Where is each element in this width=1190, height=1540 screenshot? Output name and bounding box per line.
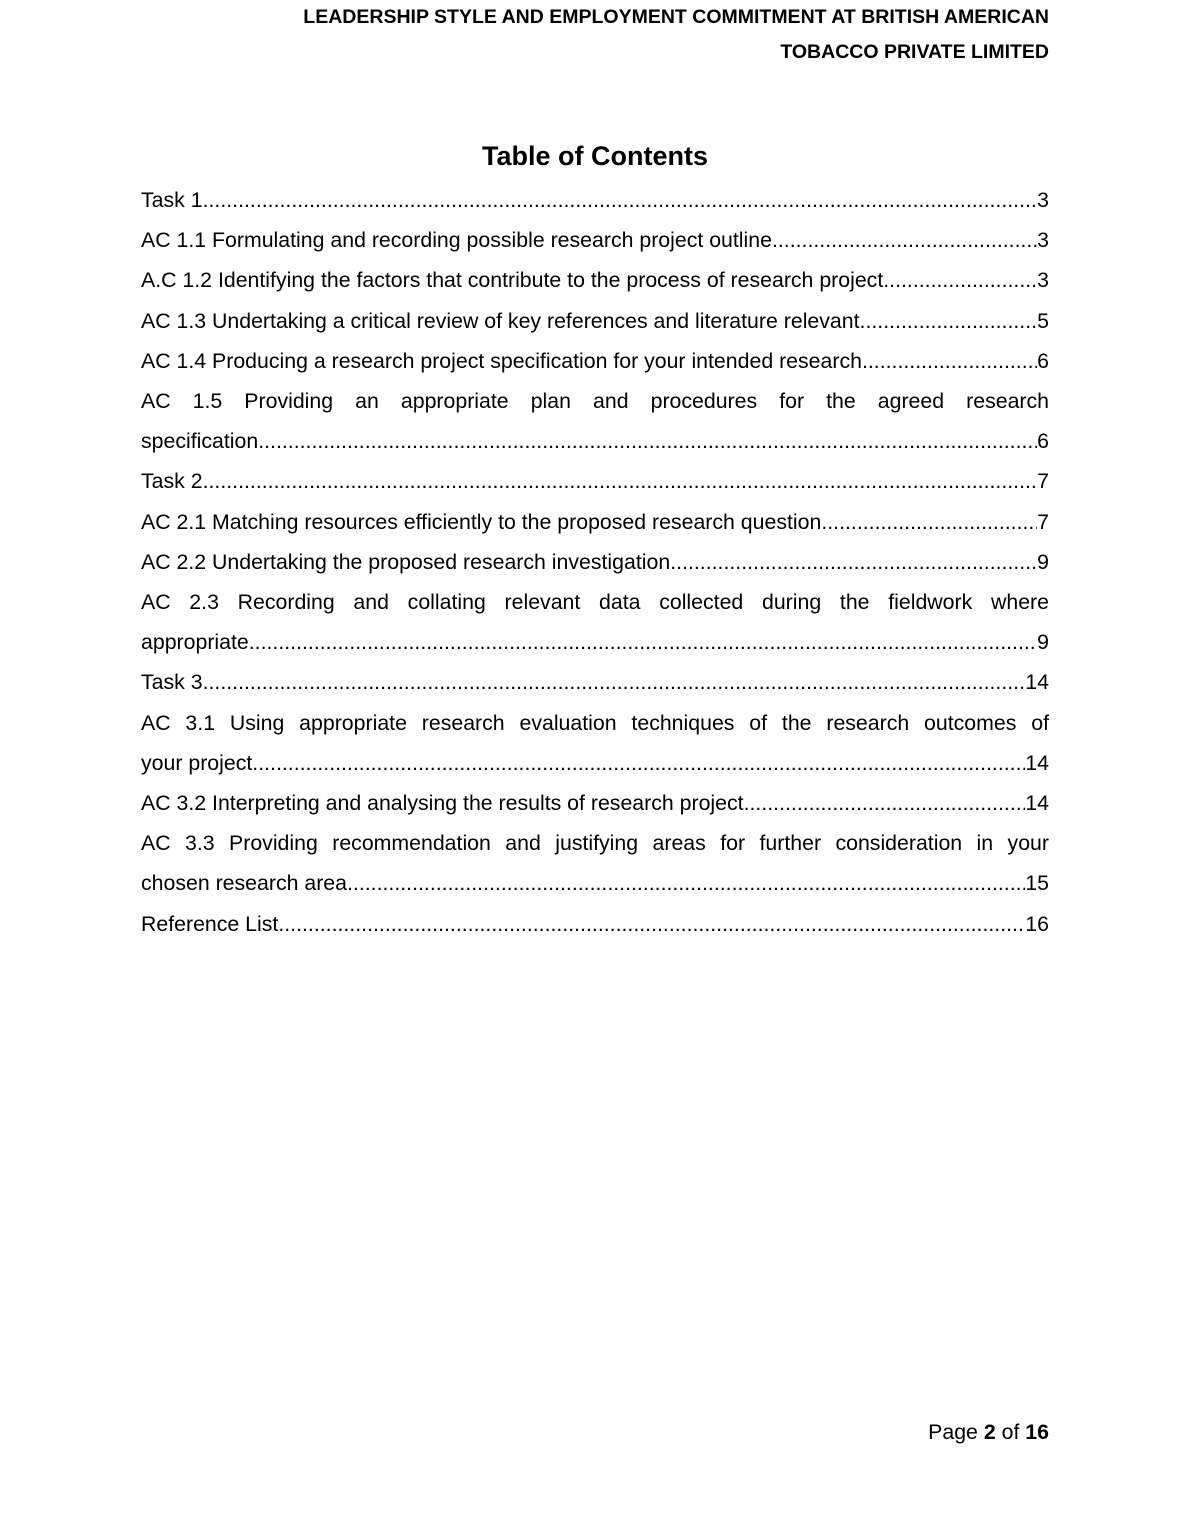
page-number-footer — [928, 1418, 1049, 1446]
toc-leader-dots — [821, 502, 1037, 542]
toc-entry-page: 6 — [1037, 429, 1049, 454]
toc-entry-label: AC 1.3 Undertaking a critical review of key references and literature relevant — [141, 308, 860, 333]
toc-leader-dots — [203, 180, 1038, 220]
toc-leader-dots — [252, 743, 1025, 783]
toc-entry[interactable] — [141, 461, 1049, 501]
toc-entry-label: AC 2.2 Undertaking the proposed research investigation — [141, 549, 671, 574]
toc-entry-label: AC 1.5 Providing an appropriate plan and procedures for the agreed research — [141, 389, 1049, 414]
toc-leader-dots — [347, 863, 1025, 903]
toc-entry-label: AC 1.4 Producing a research project specification for your intended research — [141, 348, 862, 373]
toc-entry[interactable] — [141, 381, 1049, 461]
toc-entry[interactable] — [141, 662, 1049, 702]
page-word: Page — [928, 1420, 978, 1444]
toc-entry-label-continued: your project — [141, 750, 253, 775]
toc-entry[interactable] — [141, 502, 1049, 542]
toc-entry[interactable] — [141, 542, 1049, 582]
toc-leader-dots — [258, 421, 1037, 461]
toc-title: Table of Contents — [482, 141, 708, 171]
toc-entry[interactable] — [141, 301, 1049, 341]
header-line-2: TOBACCO PRIVATE LIMITED — [780, 41, 1049, 63]
toc-entry-label: Reference List — [141, 911, 279, 936]
toc-entry-label-continued: appropriate — [141, 630, 249, 655]
toc-entry-label: AC 3.2 Interpreting and analysing the results of research project — [141, 791, 744, 816]
toc-entry-label: Task 1 — [141, 188, 203, 212]
toc-entry[interactable] — [141, 260, 1049, 300]
of-word: of — [1001, 1420, 1020, 1444]
toc-leader-dots — [670, 542, 1037, 582]
toc-entry-page: 5 — [1037, 308, 1049, 333]
toc-entry-page: 14 — [1025, 670, 1049, 695]
toc-entry[interactable] — [141, 904, 1049, 944]
toc-leader-dots — [772, 220, 1037, 260]
toc-leader-dots — [203, 662, 1026, 702]
toc-entry-page: 7 — [1037, 469, 1049, 494]
toc-entry-page: 9 — [1037, 630, 1049, 655]
toc-leader-dots — [860, 301, 1038, 341]
toc-entry-label: Task 2 — [141, 469, 203, 494]
toc-entry[interactable] — [141, 823, 1049, 903]
toc-entry[interactable] — [141, 220, 1049, 260]
toc-entry-label-continued: chosen research area — [141, 871, 347, 896]
toc-entry-label: AC 2.1 Matching resources efficiently to the proposed research question — [141, 509, 822, 534]
toc-entry-label: AC 1.1 Formulating and recording possible research project outline — [141, 228, 772, 253]
toc-entry-page: 3 — [1037, 268, 1049, 293]
running-header — [141, 0, 1049, 70]
toc-entry-page: 6 — [1037, 348, 1049, 373]
toc-entry-label: AC 2.3 Recording and collating relevant data collected during the fieldwork where — [141, 590, 1049, 615]
toc-leader-dots — [249, 622, 1037, 662]
toc-leader-dots — [278, 904, 1025, 944]
total-page-count: 16 — [1025, 1420, 1049, 1444]
toc-entry-label: A.C 1.2 Identifying the factors that contribute to the process of research project — [141, 268, 884, 293]
toc-entry-page: 16 — [1025, 911, 1049, 936]
current-page-number: 2 — [983, 1420, 996, 1444]
toc-leader-dots — [744, 783, 1026, 823]
header-line-1: LEADERSHIP STYLE AND EMPLOYMENT COMMITMENT AT BRITISH AMERICAN — [303, 6, 1049, 28]
toc-entry[interactable] — [141, 783, 1049, 823]
toc-leader-dots — [203, 461, 1038, 501]
toc-entry[interactable] — [141, 703, 1049, 783]
toc-leader-dots — [883, 260, 1037, 300]
toc-entry-page: 14 — [1025, 791, 1049, 816]
toc-leader-dots — [862, 341, 1037, 381]
toc-entry-page: 14 — [1025, 750, 1049, 775]
toc-entry-page: 3 — [1037, 228, 1049, 253]
toc-entry[interactable] — [141, 341, 1049, 381]
toc-entry-page: 7 — [1037, 509, 1049, 534]
toc-entry-label: AC 3.1 Using appropriate research evaluation techniques of the research outcomes of — [141, 710, 1049, 735]
toc-entry-label: Task 3 — [141, 670, 203, 695]
toc-entry[interactable] — [141, 180, 1049, 220]
toc-entry-page: 3 — [1037, 188, 1049, 212]
toc-entry-label: AC 3.3 Providing recommendation and justifying areas for further consideration in your — [141, 831, 1049, 856]
toc-entry[interactable] — [141, 582, 1049, 662]
toc-entry-page: 15 — [1025, 871, 1049, 896]
table-of-contents — [141, 180, 1049, 944]
toc-entry-page: 9 — [1037, 549, 1049, 574]
toc-entry-label-continued: specification — [141, 429, 259, 454]
